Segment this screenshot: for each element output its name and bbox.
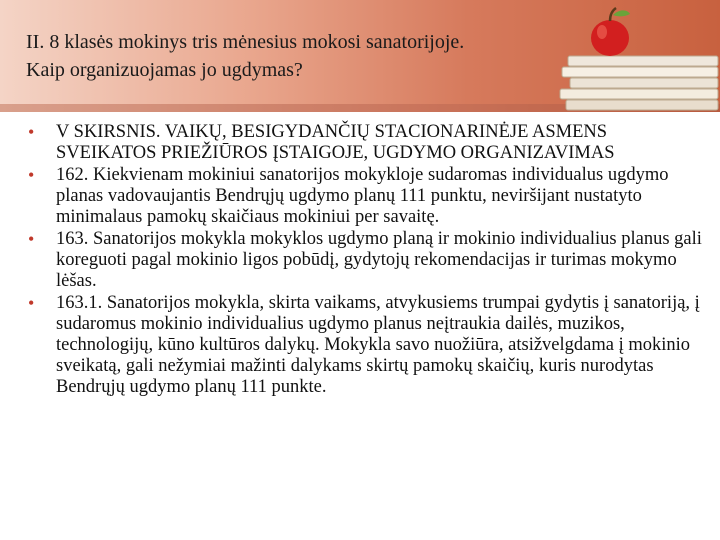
slide-title-line-2: Kaip organizuojamas jo ugdymas?	[26, 59, 303, 81]
apple-on-books-icon	[558, 0, 720, 112]
bullet-marker: •	[28, 229, 35, 249]
list-item-text: 163. Sanatorijos mokykla mokyklos ugdymo planą ir mokinio individualius planus gali koreguoti pagal mokinio ligos pobūdį, gydytojų rekomendacijas ir turimas mokymo lėšas.	[56, 229, 702, 291]
bullet-marker: •	[28, 165, 35, 185]
bullet-list	[26, 122, 706, 398]
bullet-marker: •	[28, 293, 35, 313]
list-item	[26, 122, 706, 164]
list-item-text: V SKIRSNIS. VAIKŲ, BESIGYDANČIŲ STACIONARINĖJE ASMENS SVEIKATOS PRIEŽIŪROS ĮSTAIGOJE, UGDYMO ORGANIZAVIMAS	[56, 122, 615, 163]
slide-body	[26, 122, 706, 399]
list-item-text: 162. Kiekvienam mokiniui sanatorijos mokykloje sudaromas individualus ugdymo planas vadovaujantis Bendrųjų ugdymo planų 111 punktu, neviršijant nustatyto minimalaus pamokų skaičiaus mokiniui per savaitę.	[56, 165, 669, 227]
list-item	[26, 293, 706, 398]
list-item	[26, 165, 706, 228]
slide-title	[26, 28, 606, 84]
apple-on-books-svg	[558, 0, 720, 112]
slide-title-line-1: II. 8 klasės mokinys tris mėnesius mokosi sanatorijoje.	[26, 31, 465, 53]
bullet-marker: •	[28, 122, 35, 142]
list-item	[26, 229, 706, 292]
list-item-text: 163.1. Sanatorijos mokykla, skirta vaikams, atvykusiems trumpai gydytis į sanatoriją, į sudaromus mokinio individualius ugdymo planus neįtraukia dailės, muzikos, technologijų, kūno kultūros dalykų. Mokykla savo nuožiūra, atsižvelgdama į mokinio sveikatą, gali nežymiai mažinti dalykams skirtų pamokų skaičių, kuris nurodytas Bendrųjų ugdymo planų 111 punkte.	[56, 293, 700, 397]
